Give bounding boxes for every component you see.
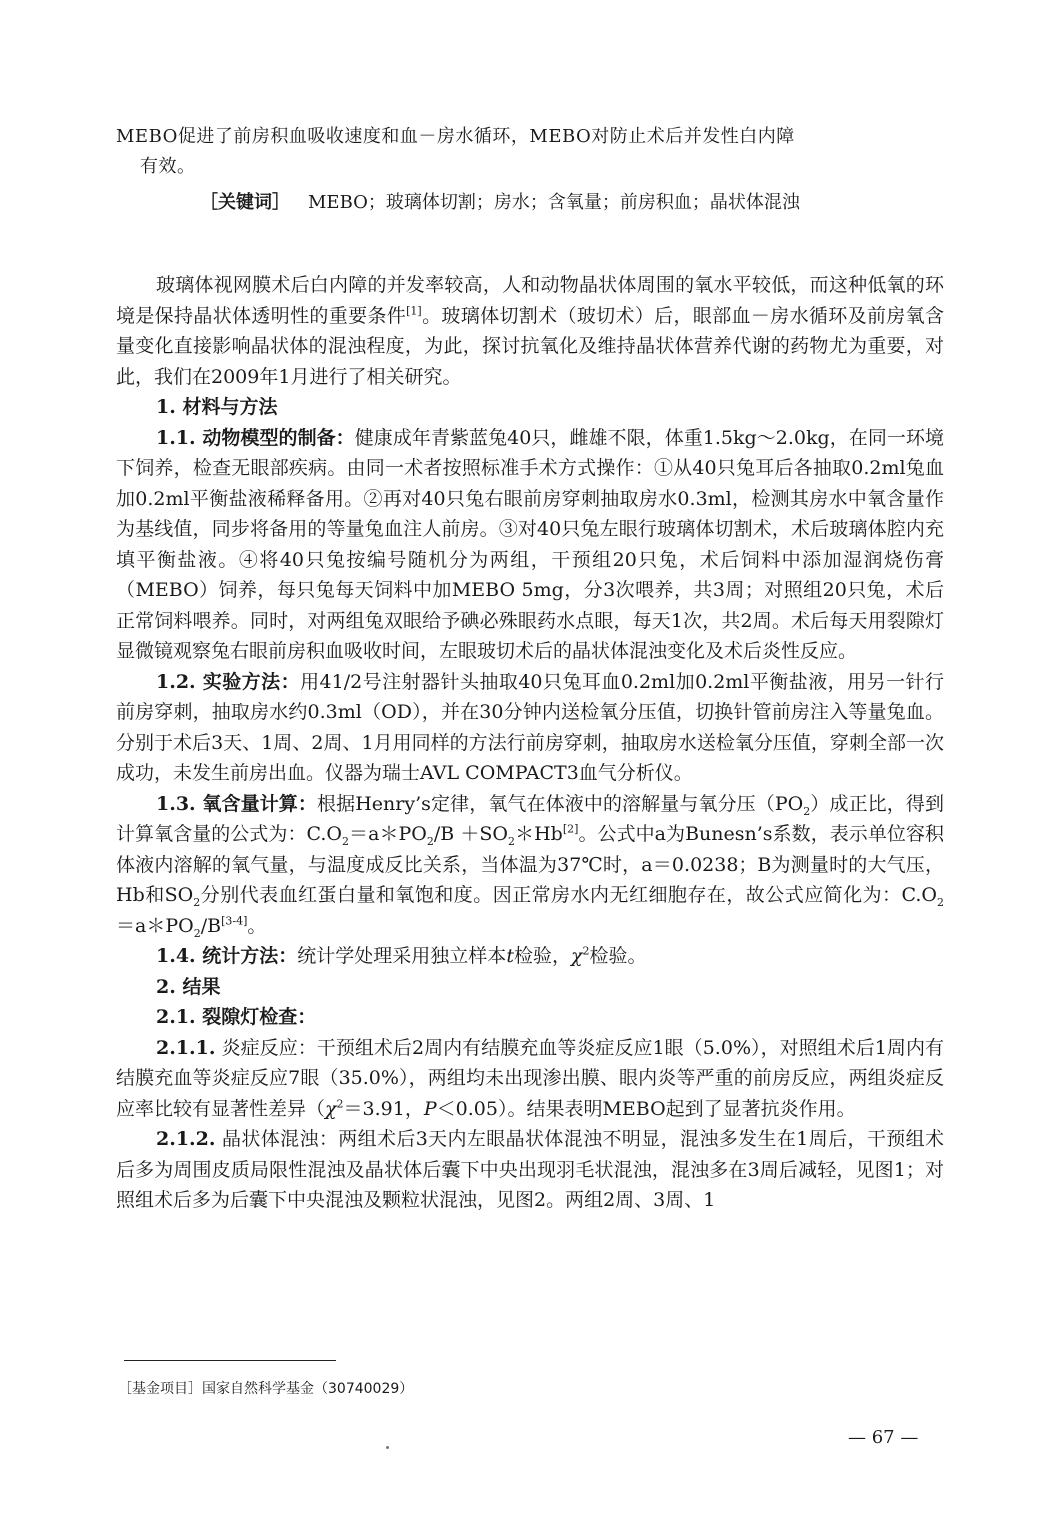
intro-paragraph: 玻璃体视网膜术后白内障的并发率较高，人和动物晶状体周围的氧水平较低，而这种低氧的环境是保持晶状体透明性的重要条件[1]。玻璃体切割术（玻切术）后，眼部血－房水循环及前房氧含量变化直接影响晶状体的混浊程度，为此，探讨抗氧化及维持晶状体营养代谢的药物尤为重要，对此，我们在2009年1月进行了相关研究。 (116, 274, 944, 388)
paragraph-2-1-1: 2.1.1. 炎症反应：干预组术后2周内有结膜充血等炎症反应1眼（5.0%），对照组术后1周内有结膜充血等炎症反应7眼（35.0%），两组均未出现渗出膜、眼内炎等严重的前房反应，两组炎症反应率比较有显著性差异（$\chi^2=3.91$，P＜0.05）。结果表明MEBO起到了显著抗炎作用。 (116, 1036, 944, 1120)
keywords-list: MEBO；玻璃体切割；房水；含氧量；前房积血；晶状体混浊 (308, 192, 800, 213)
paragraph-1-3: 1.3. 氧含量计算：根据Henry’s定律，氧气在体液中的溶解量与氧分压$(PO_2)$成正比，得到计算氧含量的公式为：$C.O_2=a*PO_2/B$ $+SO_2*Hb[2]$。公式中a为Bunesn’s系数，表示单位容积体液内溶解的氧气量，与温度成反比关系，当体温为37℃时，a＝0.0238；B为测量时的大气压，Hb和$SO_2$分别代表血红蛋白量和氧饱和度。因正常房水内无红细胞存在，故公式应简化为：$C.O_2=a*PO_2/B[3-4]$。 (116, 792, 945, 940)
section-heading-methods: 1. 材料与方法 (156, 396, 278, 418)
paragraph-1-4: 1.4. 统计方法：统计学处理采用独立样本t检验，$\chi^2$检验。 (156, 944, 647, 967)
page-number: — 67 — (848, 1427, 919, 1448)
subsection-heading-slit-lamp: 2.1. 裂隙灯检查： (156, 1006, 317, 1028)
paragraph-1-2: 1.2. 实验方法：用41/2号注射器针头抽取40只兔耳血0.2ml加0.2ml平衡盐液，用另一针行前房穿刺，抽取房水约0.3ml（OD），并在30分钟内送检氧分压值，切换针管前房注入等量兔血。分别于术后3天、1周、2周、1月用同样的方法行前房穿刺，抽取房水送检氧分压值，穿刺全部一次成功，未发生前房出血。仪器为瑞士AVL COMPACT3血气分析仪。 (116, 670, 944, 784)
article-body (116, 122, 944, 1216)
subsection-label: 2.1.1. (156, 1036, 216, 1059)
citation-ref: [2] (562, 822, 579, 836)
abstract-line-2: 有效。 (140, 156, 196, 177)
abstract-line-1: MEBO促进了前房积血吸收速度和血－房水循环，MEBO对防止术后并发性白内障 (116, 126, 795, 147)
section-heading-results: 2. 结果 (156, 975, 221, 998)
keywords-label: ［关键词］ (200, 192, 290, 213)
keywords-row (116, 188, 944, 218)
subsection-label: 1.4. 统计方法： (156, 945, 298, 967)
paragraph-2-1-2: 2.1.2. 晶状体混浊：两组术后3天内左眼晶状体混浊不明显，混浊多发生在1周后，干预组术后多为周围皮质局限性混浊及晶状体后囊下中央出现羽毛状混浊，混浊多在3周后减轻，见图1；对照组术后多为后囊下中央混浊及颗粒状混浊，见图2。两组2周、3周、1 (116, 1128, 944, 1211)
subsection-label: 1.1. 动物模型的制备： (156, 426, 355, 449)
subsection-label: 1.3. 氧含量计算： (156, 792, 318, 815)
paragraph-1-1: 1.1. 动物模型的制备：健康成年青紫蓝兔40只，雌雄不限，体重1.5kg～2.0kg，在同一环境下饲养，检查无眼部疾病。由同一术者按照标准手术方式操作：①从40只兔耳后各抽取0.2ml兔血加0.2ml平衡盐液稀释备用。②再对40只兔右眼前房穿刺抽取房水0.3ml，检测其房水中氧含量作为基线值，同步将备用的等量兔血注人前房。③对40只兔左眼行玻璃体切割术，术后玻璃体腔内充填平衡盐液。④将40只兔按编号随机分为两组，干预组20只兔，术后饲料中添加湿润烧伤膏（MEBO）饲养，每只兔每天饲料中加MEBO 5mg，分3次喂养，共3周；对照组20只兔，术后正常饲料喂养。同时，对两组兔双眼给予碘必殊眼药水点眼，每天1次，共2周。术后每天用裂隙灯显微镜观察兔右眼前房积血吸收时间，左眼玻切术后的晶状体混浊变化及术后炎性反应。 (116, 426, 944, 662)
citation-ref: [1] (406, 304, 422, 318)
footnote-funding: ［基金项目］国家自然科学基金（30740029） (118, 1381, 414, 1397)
citation-ref: [3-4] (221, 914, 248, 928)
subsection-label: 1.2. 实验方法： (156, 670, 301, 693)
scan-speck (386, 1446, 389, 1449)
footnote-divider (124, 1360, 336, 1361)
subsection-label: 2.1.2. (156, 1128, 216, 1150)
